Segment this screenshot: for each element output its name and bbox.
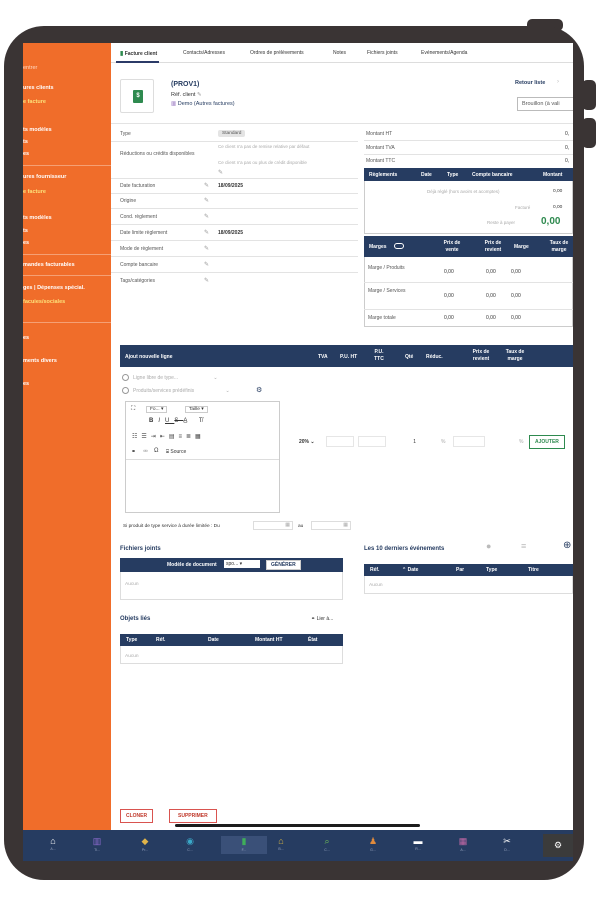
remain-label: Reste à payer	[487, 220, 516, 225]
invoice-document-icon: $	[133, 90, 143, 103]
events-empty: Aucun	[369, 583, 383, 588]
home-indicator	[175, 824, 420, 827]
nav-caption: G...	[370, 848, 376, 852]
col-status: État	[308, 637, 318, 643]
reductions-label: Réductions ou crédits disponibles	[120, 151, 195, 157]
document-model-value: spo...	[226, 561, 239, 567]
reductions-note-relative: Ce client n'a pas de remise relative par défaut	[218, 144, 310, 149]
invoice-date-label: Date facturation	[120, 183, 156, 189]
calendar-icon[interactable]: ▦	[343, 522, 348, 528]
divider	[111, 193, 358, 194]
main-content	[111, 43, 573, 830]
amount-ttc-label: Montant TTC	[366, 158, 396, 164]
sidebar-item-supplier-templates[interactable]: ts modèles	[23, 215, 52, 221]
already-paid-label: Déjà réglé (hors avoirs et acomptes)	[427, 189, 500, 194]
col-payments: Règlements	[369, 172, 398, 178]
margin-pct: %	[519, 439, 524, 445]
sidebar-item-new-invoice[interactable]: e facture	[23, 99, 46, 105]
free-line-select[interactable]	[133, 375, 218, 381]
pencil-icon[interactable]: ✎	[218, 170, 224, 176]
tab-attached-files[interactable]: Fichiers joints	[367, 50, 398, 56]
pencil-icon[interactable]: ✎	[204, 183, 210, 189]
predefined-radio[interactable]	[122, 387, 129, 394]
pencil-icon[interactable]: ✎	[197, 92, 202, 98]
divider	[111, 256, 358, 257]
sort-date[interactable]: ⌃ Date	[402, 567, 419, 573]
generate-button[interactable]: GÉNÉRER	[266, 560, 301, 570]
period-end-input[interactable]	[311, 521, 351, 530]
col-date: Date	[421, 172, 432, 178]
amount-ht-label: Montant HT	[366, 131, 393, 137]
sidebar-divider	[23, 322, 111, 323]
thirdparty-link[interactable]: Demo (Autres factures)	[177, 101, 235, 107]
amount-ht-value: 0,	[565, 131, 570, 137]
divider	[364, 154, 573, 155]
col-pu-ttc: P.U. TTC	[374, 349, 384, 362]
clone-button[interactable]: CLONER	[120, 809, 153, 823]
tva-value: 20%	[299, 439, 310, 445]
tab-direct-debits[interactable]: Ordres de prélèvements	[250, 50, 304, 56]
nav-caption: C...	[324, 848, 330, 852]
bottom-nav-bar	[23, 830, 573, 861]
divider	[111, 123, 573, 124]
lines-header	[120, 345, 573, 367]
linked-objects-title: Objets liés	[120, 616, 151, 622]
tools-nav-icon[interactable]: ✂ D...	[493, 836, 521, 854]
payment-terms-label: Cond. règlement	[120, 214, 157, 220]
size-select-text: Taille	[189, 407, 200, 412]
col-pu-ht: P.U. HT	[340, 354, 358, 360]
margins-header	[364, 236, 573, 257]
tab-events[interactable]: Evénements/Agenda	[421, 50, 468, 56]
delete-button[interactable]: SUPPRIMER	[169, 809, 217, 823]
col-amount: Montant	[543, 172, 563, 178]
commercial-nav-icon[interactable]: ◉ C...	[176, 836, 204, 854]
nav-caption: A...	[50, 847, 56, 851]
link-icon[interactable]: ⚭	[131, 449, 137, 455]
col-type: Type	[447, 172, 459, 178]
free-line-radio[interactable]	[122, 374, 129, 381]
sidebar-top-label: entrer	[23, 65, 38, 71]
device-volume-down	[582, 118, 596, 148]
margin-products-pr: 0,00	[486, 269, 496, 275]
col-date: Date	[407, 567, 419, 573]
source-button[interactable]: ⌸ Source	[166, 449, 187, 455]
col-tva: TVA	[318, 354, 328, 360]
font-select[interactable]: Fo... ▾	[146, 406, 167, 413]
sidebar-item-supplier-stats[interactable]: es	[23, 240, 30, 246]
margin-total-pv: 0,00	[444, 315, 454, 321]
col-type: Type	[486, 567, 498, 573]
messages-icon[interactable]: ●	[486, 541, 492, 551]
device-volume-up	[582, 80, 596, 110]
status-badge: Brouillon (à vali	[517, 97, 573, 111]
divider	[364, 140, 573, 141]
tva-select[interactable]: 20% ⌄	[299, 439, 315, 445]
sidebar-item-supplier-invoices[interactable]: ures fournisseur	[23, 174, 67, 180]
col-by: Par	[456, 567, 465, 573]
cost-price-input[interactable]	[453, 436, 485, 447]
events-header	[364, 564, 573, 576]
nav-caption: F...	[241, 848, 247, 852]
margin-services-label: Marge / Services	[368, 288, 406, 294]
origin-label: Origine	[120, 198, 137, 204]
divider	[364, 282, 573, 283]
divider	[364, 309, 573, 310]
source-label: Source	[170, 449, 187, 455]
nav-caption: D...	[504, 848, 510, 852]
amount-ttc-value: 0,	[565, 158, 570, 164]
invoice-thumbnail	[120, 79, 154, 113]
nav-caption: Ti...	[94, 848, 100, 852]
invoice-date-value: 18/09/2025	[218, 183, 244, 189]
sidebar-divider	[23, 165, 111, 166]
link-to-button[interactable]	[311, 616, 333, 622]
events-title: Les 10 derniers événements	[364, 546, 445, 552]
sidebar-item-customer-invoices[interactable]: ures clients	[23, 85, 54, 91]
thirdparty-nav-icon[interactable]: ▥ Ti...	[83, 836, 111, 854]
bank-nav-icon[interactable]: ⌂ B...	[267, 836, 295, 854]
tab-customer-invoice[interactable]	[120, 50, 157, 57]
sidebar-item-templates[interactable]: ts modèles	[23, 127, 52, 133]
divider	[111, 272, 358, 273]
linked-objects-header	[120, 634, 343, 646]
margin-total-label: Marge totale	[368, 315, 396, 321]
ref-client-label: Réf. client	[171, 92, 196, 98]
col-margin: Marge	[514, 244, 529, 250]
products-nav-icon[interactable]: ◆ Pr...	[131, 836, 159, 854]
tab-bar	[111, 43, 573, 63]
invoice-ref: (PROV1)	[171, 81, 200, 88]
margin-total-pr: 0,00	[486, 315, 496, 321]
period-to-label: au	[298, 524, 304, 529]
calendar-icon[interactable]: ▦	[285, 522, 290, 528]
chevron-down-icon: ⌄	[225, 388, 230, 394]
nav-caption: C...	[187, 848, 193, 852]
pencil-icon[interactable]: ✎	[204, 246, 210, 252]
document-model-label: Modèle de document	[167, 562, 217, 568]
nav-caption: A...	[460, 848, 466, 852]
pu-ttc-input[interactable]	[358, 436, 386, 447]
service-period-label: Si produit de type service à durée limitée : Du	[123, 524, 220, 529]
tags-label: Tags/catégories	[120, 278, 156, 284]
tab-label: Facture client	[124, 51, 158, 57]
pencil-icon[interactable]: ✎	[204, 214, 210, 220]
margin-products-pv: 0,00	[444, 269, 454, 275]
editor-divider	[126, 459, 279, 460]
pencil-icon[interactable]: ✎	[204, 278, 210, 284]
predefined-select[interactable]	[133, 388, 230, 394]
col-margins: Marges	[369, 244, 387, 250]
link-to-label: Lier à...	[316, 616, 334, 622]
amount-tva-label: Montant TVA	[366, 145, 395, 151]
qty-input[interactable]: 1	[413, 439, 416, 445]
predefined-text: Produits/services prédéfinis	[133, 388, 195, 394]
already-paid-value: 0,00	[553, 189, 563, 194]
settings-gear-icon[interactable]: ⚙	[543, 834, 573, 857]
col-amount-ht: Montant HT	[255, 637, 283, 643]
col-cost-price: Prix de revient	[484, 240, 502, 253]
sidebar-divider	[23, 275, 111, 276]
divider	[111, 141, 358, 142]
sidebar-item-new-supplier-invoice[interactable]: e facture	[23, 189, 46, 195]
sidebar-item-special-expenses[interactable]: ges | Dépenses spécial.	[23, 285, 85, 291]
nav-caption: R...	[415, 847, 421, 851]
divider	[111, 208, 358, 209]
add-line-button[interactable]: AJOUTER	[529, 435, 565, 449]
due-date-label: Date limite règlement	[120, 230, 168, 236]
divider	[111, 224, 358, 225]
col-cost-price: Prix de revient	[472, 349, 490, 362]
add-event-icon[interactable]: ⊕	[563, 540, 572, 551]
sidebar-item-misc-b[interactable]: es	[23, 381, 30, 387]
screen	[23, 43, 573, 861]
col-title: Titre	[528, 567, 539, 573]
margin-services-m: 0,00	[511, 293, 521, 299]
sidebar-item-social-taxes[interactable]: facuies/sociales	[23, 299, 66, 305]
sidebar-item-misc-payments[interactable]: ments divers	[23, 358, 57, 364]
billed-label: Facturé	[515, 205, 531, 210]
ref-client-row	[171, 92, 202, 98]
margin-products-m: 0,00	[511, 269, 521, 275]
font-select-text: Fo...	[150, 407, 160, 412]
sidebar-item-misc-a[interactable]: es	[23, 335, 30, 341]
tab-contacts[interactable]: Contacts/Adresses	[183, 50, 225, 56]
margin-services-pv: 0,00	[444, 293, 454, 299]
files-empty: Aucun	[125, 582, 139, 587]
divider	[111, 240, 358, 241]
discount-pct: %	[441, 439, 446, 445]
list-icon[interactable]: ≡	[521, 541, 527, 551]
documents-nav-icon[interactable]: ▬ R...	[404, 836, 432, 854]
col-margin-rate: Taux de marge	[505, 349, 525, 362]
col-qty: Qté	[405, 354, 414, 360]
nav-caption: B...	[278, 847, 284, 851]
pencil-icon[interactable]: ✎	[204, 198, 210, 204]
due-date-value: 18/09/2025	[218, 230, 244, 236]
pu-ht-input[interactable]	[326, 436, 354, 447]
bank-account-label: Compte bancaire	[120, 262, 159, 268]
sidebar-item-payments[interactable]: ts	[23, 139, 28, 145]
sidebar-divider	[23, 254, 111, 255]
size-select[interactable]: Taille ▾	[185, 406, 208, 413]
agenda-nav-icon[interactable]: ▦ A...	[449, 836, 477, 854]
special-char-icon[interactable]: Ω	[154, 448, 159, 454]
files-header	[120, 558, 343, 572]
col-date: Date	[208, 637, 219, 643]
free-line-text: Ligne libre de type...	[133, 375, 179, 381]
thirdparty-row	[171, 101, 235, 107]
building-icon: ▥	[171, 101, 177, 107]
billed-value: 0,00	[553, 205, 563, 210]
margin-total-m: 0,00	[511, 315, 521, 321]
link-icon: ⚭	[311, 616, 316, 622]
payments-header	[364, 168, 573, 181]
projects-nav-icon[interactable]: ♟ G...	[359, 836, 387, 854]
col-discount: Réduc.	[426, 354, 443, 360]
sidebar-item-supplier-payments[interactable]: ts	[23, 228, 28, 234]
next-arrow-icon[interactable]: ›	[557, 79, 559, 85]
invoice-icon: ▮	[120, 51, 124, 57]
accounting-nav-icon[interactable]: ⌕ C...	[313, 836, 341, 854]
document-model-select[interactable]: spo... ▾	[224, 560, 260, 568]
margin-services-pr: 0,00	[486, 293, 496, 299]
toggle-icon[interactable]	[394, 243, 404, 249]
col-sale-price: Prix de vente	[443, 240, 461, 253]
chevron-down-icon: ⌄	[213, 375, 218, 381]
margin-products-label: Marge / Produits	[368, 265, 405, 271]
format-toolbar-row-1[interactable]: BIUSA̲ T̸	[149, 418, 208, 424]
col-add-line: Ajout nouvelle ligne	[125, 354, 173, 360]
divider	[111, 178, 358, 179]
nav-caption: Pr...	[141, 848, 149, 852]
pencil-icon[interactable]: ✎	[204, 262, 210, 268]
billing-nav-icon[interactable]: ▮ F...	[221, 836, 267, 854]
payment-mode-label: Mode de règlement	[120, 246, 164, 252]
col-margin-rate: Taux de marge	[549, 240, 569, 253]
home-icon[interactable]: ⌂ A...	[39, 836, 67, 854]
reductions-note-credit: Ce client n'a pas ou plus de crédit disponible	[218, 160, 307, 165]
unlink-icon[interactable]: ⚮	[143, 449, 149, 455]
sidebar-item-billable-orders[interactable]: mandes facturables	[23, 262, 75, 268]
back-to-list-link[interactable]: Retour liste	[515, 80, 546, 86]
linked-empty: Aucun	[125, 654, 139, 659]
col-ref: Réf.	[156, 637, 166, 643]
pencil-icon[interactable]: ✎	[204, 230, 210, 236]
sidebar-item-stats[interactable]: es	[23, 151, 30, 157]
col-bank-account: Compte bancaire	[472, 172, 513, 178]
files-title: Fichiers joints	[120, 546, 161, 552]
col-ref: Réf.	[370, 567, 380, 573]
col-type: Type	[126, 637, 138, 643]
remain-value: 0,00	[541, 216, 561, 227]
period-start-input[interactable]	[253, 521, 293, 530]
settings-gear-icon[interactable]: ⚙	[256, 387, 263, 394]
list-align-toolbar[interactable]: ☷☰⇥⇤▤≡≣▦	[132, 434, 205, 440]
left-sidebar	[23, 43, 111, 830]
type-label: Type	[120, 131, 131, 137]
maximize-icon[interactable]: ⛶	[131, 406, 136, 412]
type-badge: Standard	[218, 130, 245, 137]
amount-tva-value: 0,	[565, 145, 570, 151]
tab-notes[interactable]: Notes	[333, 50, 347, 56]
